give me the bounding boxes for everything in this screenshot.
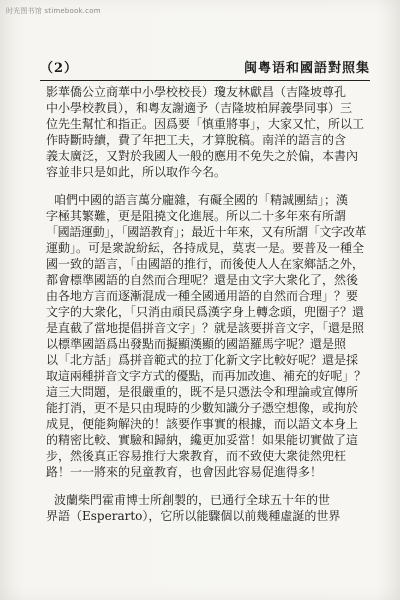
paragraph-2 <box>46 192 366 480</box>
text-line: 運動」。可是衆說紛紜，各持成見，莫衷一是。要普及一種全 <box>46 241 365 255</box>
watermark-text: 时光图书馆 stimebook.com <box>6 7 101 15</box>
text-line: 位先生幫忙和指正。因爲要「慎重將事」，大家又忙，所以工 <box>46 117 365 131</box>
paragraph-gap <box>46 180 366 192</box>
text-line: 以標準國語爲出發點而擬顯漢顯的國語羅馬字呢？還是照 <box>46 337 347 351</box>
paragraph-1 <box>46 84 366 180</box>
text-line: 中小學校教員），和粵友謝適予（吉隆坡柏屛義學同事）三 <box>46 101 353 115</box>
text-line: 國一致的語言，「由國語的推行，而後使人人在家鄉話之外， <box>46 257 365 271</box>
text-line: 的精密比較、實驗和歸納，纔更加妥當！如果能切實做了這 <box>46 433 359 447</box>
text-line: 步，然後真正容易推行大衆教育，而不致使大衆徒然兜枉 <box>46 449 347 463</box>
text-line: 以「北方話」爲拼音範式的拉丁化新文字比較好呢？還是採 <box>46 353 359 367</box>
text-line: 成見，便能夠解決的！該要作事實的根據，而以語文本身上 <box>46 417 359 431</box>
text-line: 能打消，更不是只由現時的少數知識分子憑空想像，或拘於 <box>46 401 359 415</box>
text-line: 字極其繁難，更是阻撓文化進展。所以二十多年來有所謂 <box>46 209 347 223</box>
text-line: 路！一一將來的兒童教育，也會因此容易促進得多！ <box>46 465 323 479</box>
text-line: 容並非只是如此，所以取作今名。 <box>46 165 227 179</box>
text-line: 取這兩種拼音文字方式的優點，而再加改進、補充的好呢」？ <box>46 369 366 383</box>
running-header <box>40 58 370 76</box>
text-line: 「國語運動」，「國語教育」；最近十年來，又有所謂「文字改革 <box>46 225 366 239</box>
paragraph-gap <box>46 480 366 492</box>
text-line: 是直截了當地提倡拼音文字」？就是該要拼音文字，「還是照 <box>46 321 365 335</box>
text-line: 界語（Esperarto），它所以能驟個以前幾種虛誕的世界 <box>46 509 341 523</box>
book-title: 闽粤语和國語對照集 <box>243 61 370 76</box>
text-line: 文字的大衆化，「只消由頑民爲漢字身上轉念頭，兜圈子？還 <box>46 305 365 319</box>
text-line: 這三大問題，是很嚴重的，既不是只憑法令和理論或宣傳所 <box>46 385 359 399</box>
page-number: （2） <box>40 61 79 76</box>
text-line: 影華僑公立商華中小學校校長）瓊友林獻昌（吉隆坡尊孔 <box>46 85 347 99</box>
body-text <box>46 84 366 524</box>
paragraph-3 <box>46 492 366 524</box>
text-line: 都會標準國語的自然而合理呢？還是由文字大衆化了，然後 <box>46 273 359 287</box>
text-line: 咱們中國的語言萬分龐雜，有礙全國的「精誠團結」；漢 <box>54 193 349 207</box>
text-line: 作時斷時續，費了年把工夫，才算脫稿。南洋的語言的含 <box>46 133 347 147</box>
text-line: 義太廣泛，又對於我國人一般的應用不免失之於偏，本書內 <box>46 149 359 163</box>
text-line: 波蘭柴門霍甫博士所創製的，已通行全球五十年的世 <box>54 493 331 507</box>
text-line: 由各地方言而逐漸混成一種全國通用語的自然而合理」？要 <box>46 289 359 303</box>
header-rule <box>40 80 370 81</box>
